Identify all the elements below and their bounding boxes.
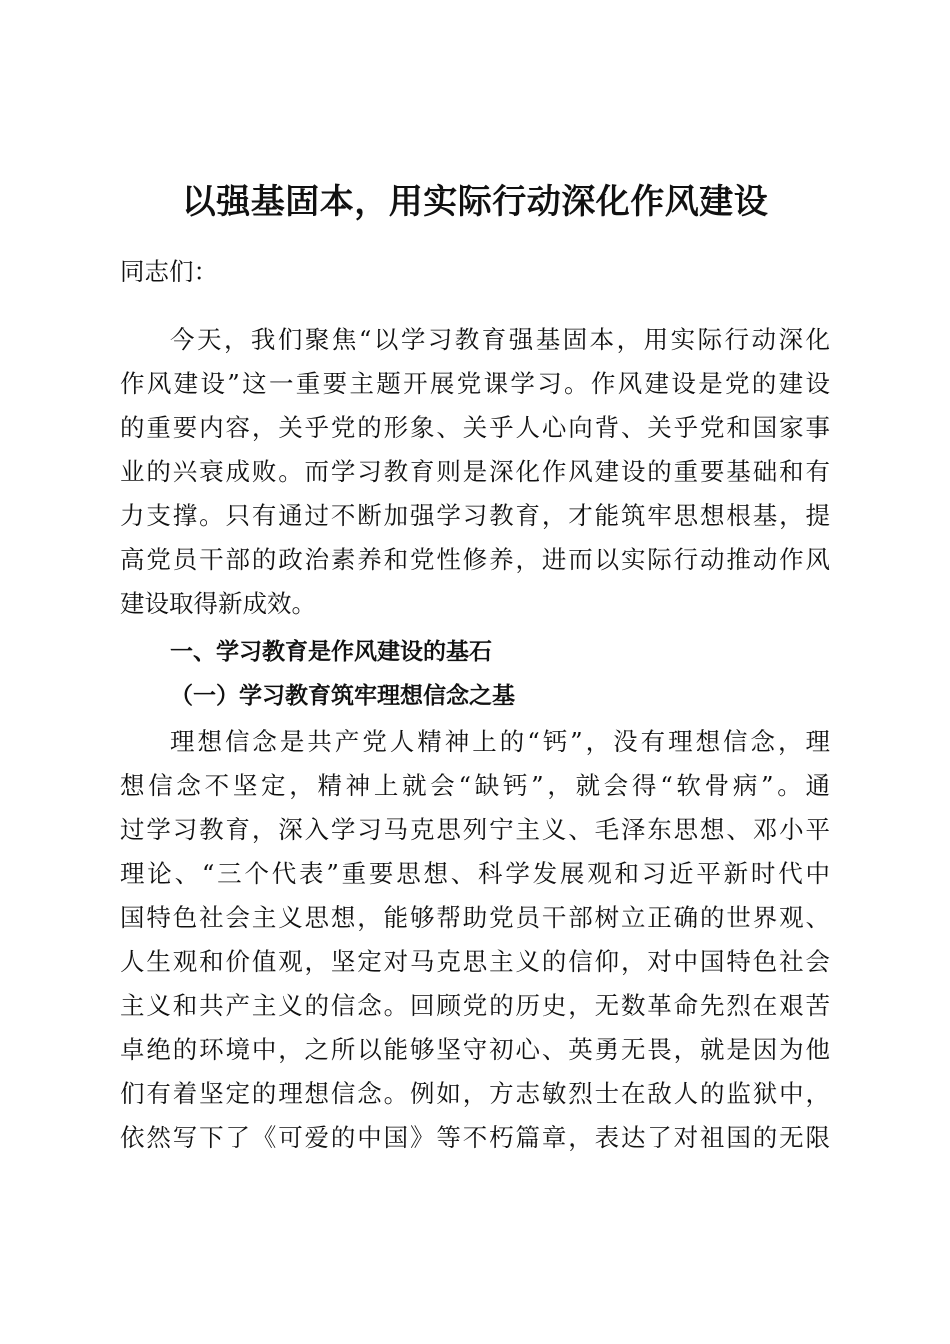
section-line: 理想信念是共产党人精神上的“钙”，没有理想信念，理: [170, 727, 830, 756]
subsection-heading: （一）学习教育筑牢理想信念之基: [170, 682, 515, 709]
intro-line: 业的兴衰成败。而学习教育则是深化作风建设的重要基础和有: [120, 457, 830, 486]
intro-line: 高党员干部的政治素养和党性修养，进而以实际行动推动作风: [120, 545, 830, 574]
section-line: 们有着坚定的理想信念。例如，方志敏烈士在敌人的监狱中，: [120, 1079, 830, 1108]
intro-line: 今天，我们聚焦“以学习教育强基固本，用实际行动深化: [170, 325, 830, 354]
section-line: 卓绝的环境中，之所以能够坚守初心、英勇无畏，就是因为他: [120, 1035, 830, 1064]
salutation: 同志们：: [120, 257, 218, 286]
section-line: 依然写下了《可爱的中国》等不朽篇章，表达了对祖国的无限: [120, 1123, 830, 1152]
section-heading: 一、学习教育是作风建设的基石: [170, 639, 492, 665]
section-line: 想信念不坚定，精神上就会“缺钙”，就会得“软骨病”。通: [120, 771, 830, 800]
section-line: 理论、“三个代表”重要思想、科学发展观和习近平新时代中: [120, 859, 830, 888]
intro-line: 作风建设”这一重要主题开展党课学习。作风建设是党的建设: [120, 369, 830, 398]
section-line: 国特色社会主义思想，能够帮助党员干部树立正确的世界观、: [120, 903, 830, 932]
section-line: 人生观和价值观，坚定对马克思主义的信仰，对中国特色社会: [120, 947, 830, 976]
intro-line: 的重要内容，关乎党的形象、关乎人心向背、关乎党和国家事: [120, 413, 830, 442]
document-title: 以强基固本，用实际行动深化作风建设: [181, 182, 769, 222]
intro-line: 力支撑。只有通过不断加强学习教育，才能筑牢思想根基，提: [120, 501, 830, 530]
section-line: 主义和共产主义的信念。回顾党的历史，无数革命先烈在艰苦: [120, 991, 830, 1020]
section-line: 过学习教育，深入学习马克思列宁主义、毛泽东思想、邓小平: [120, 815, 830, 844]
intro-line: 建设取得新成效。: [120, 589, 316, 618]
